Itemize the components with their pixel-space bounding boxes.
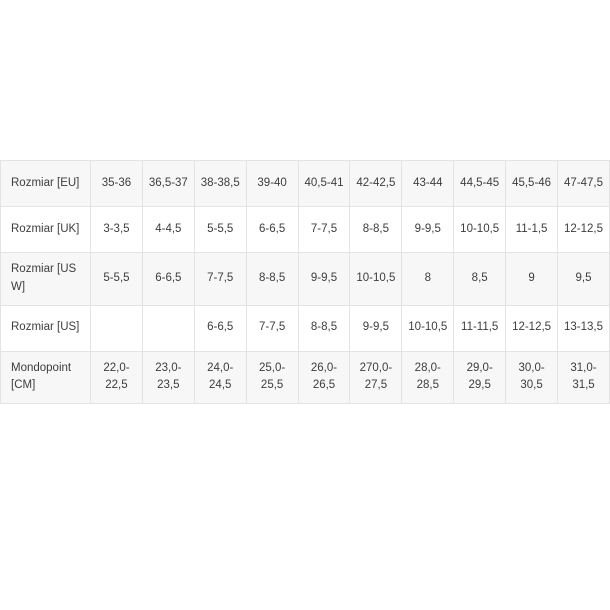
table-cell: 40,5-41 [298,161,350,207]
row-label: Rozmiar [US] [1,305,91,351]
table-cell: 8,5 [454,253,506,306]
table-cell: 10-10,5 [350,253,402,306]
table-cell: 9-9,5 [402,207,454,253]
table-cell: 42-42,5 [350,161,402,207]
table-cell: 38-38,5 [194,161,246,207]
table-cell: 36,5-37 [142,161,194,207]
table-cell: 4-4,5 [142,207,194,253]
table-cell: 8-8,5 [298,305,350,351]
table-cell: 11-1,5 [506,207,558,253]
table-cell-empty [91,305,143,351]
table-cell: 3-3,5 [91,207,143,253]
size-chart-body [1,161,610,404]
table-cell: 22,0-22,5 [91,351,143,404]
table-cell: 7-7,5 [194,253,246,306]
table-row [1,351,610,404]
table-cell: 45,5-46 [506,161,558,207]
table-cell: 24,0-24,5 [194,351,246,404]
table-cell: 43-44 [402,161,454,207]
table-cell: 29,0-29,5 [454,351,506,404]
table-cell: 8-8,5 [350,207,402,253]
table-cell: 31,0-31,5 [558,351,610,404]
table-row [1,253,610,306]
table-cell: 30,0-30,5 [506,351,558,404]
table-cell: 25,0-25,5 [246,351,298,404]
table-cell: 11-11,5 [454,305,506,351]
table-cell: 23,0-23,5 [142,351,194,404]
table-cell: 5-5,5 [194,207,246,253]
table-cell: 6-6,5 [194,305,246,351]
table-cell: 12-12,5 [558,207,610,253]
table-cell: 9,5 [558,253,610,306]
row-label: Rozmiar [US W] [1,253,91,306]
table-cell: 7-7,5 [246,305,298,351]
table-cell: 9-9,5 [298,253,350,306]
table-cell: 7-7,5 [298,207,350,253]
table-cell: 12-12,5 [506,305,558,351]
row-label: Rozmiar [EU] [1,161,91,207]
table-cell: 39-40 [246,161,298,207]
table-cell: 8-8,5 [246,253,298,306]
table-cell: 47-47,5 [558,161,610,207]
table-cell: 26,0-26,5 [298,351,350,404]
table-row [1,305,610,351]
table-cell: 28,0-28,5 [402,351,454,404]
table-cell: 6-6,5 [142,253,194,306]
size-chart-container [0,160,610,404]
table-cell: 13-13,5 [558,305,610,351]
table-cell: 44,5-45 [454,161,506,207]
row-label: Rozmiar [UK] [1,207,91,253]
row-label: Mondopoint [CM] [1,351,91,404]
table-cell: 35-36 [91,161,143,207]
table-cell: 8 [402,253,454,306]
table-cell: 270,0-27,5 [350,351,402,404]
table-cell: 6-6,5 [246,207,298,253]
table-cell: 5-5,5 [91,253,143,306]
size-chart-table [0,160,610,404]
table-row [1,161,610,207]
table-cell: 9 [506,253,558,306]
table-cell-empty [142,305,194,351]
table-cell: 10-10,5 [454,207,506,253]
table-cell: 9-9,5 [350,305,402,351]
table-cell: 10-10,5 [402,305,454,351]
table-row [1,207,610,253]
